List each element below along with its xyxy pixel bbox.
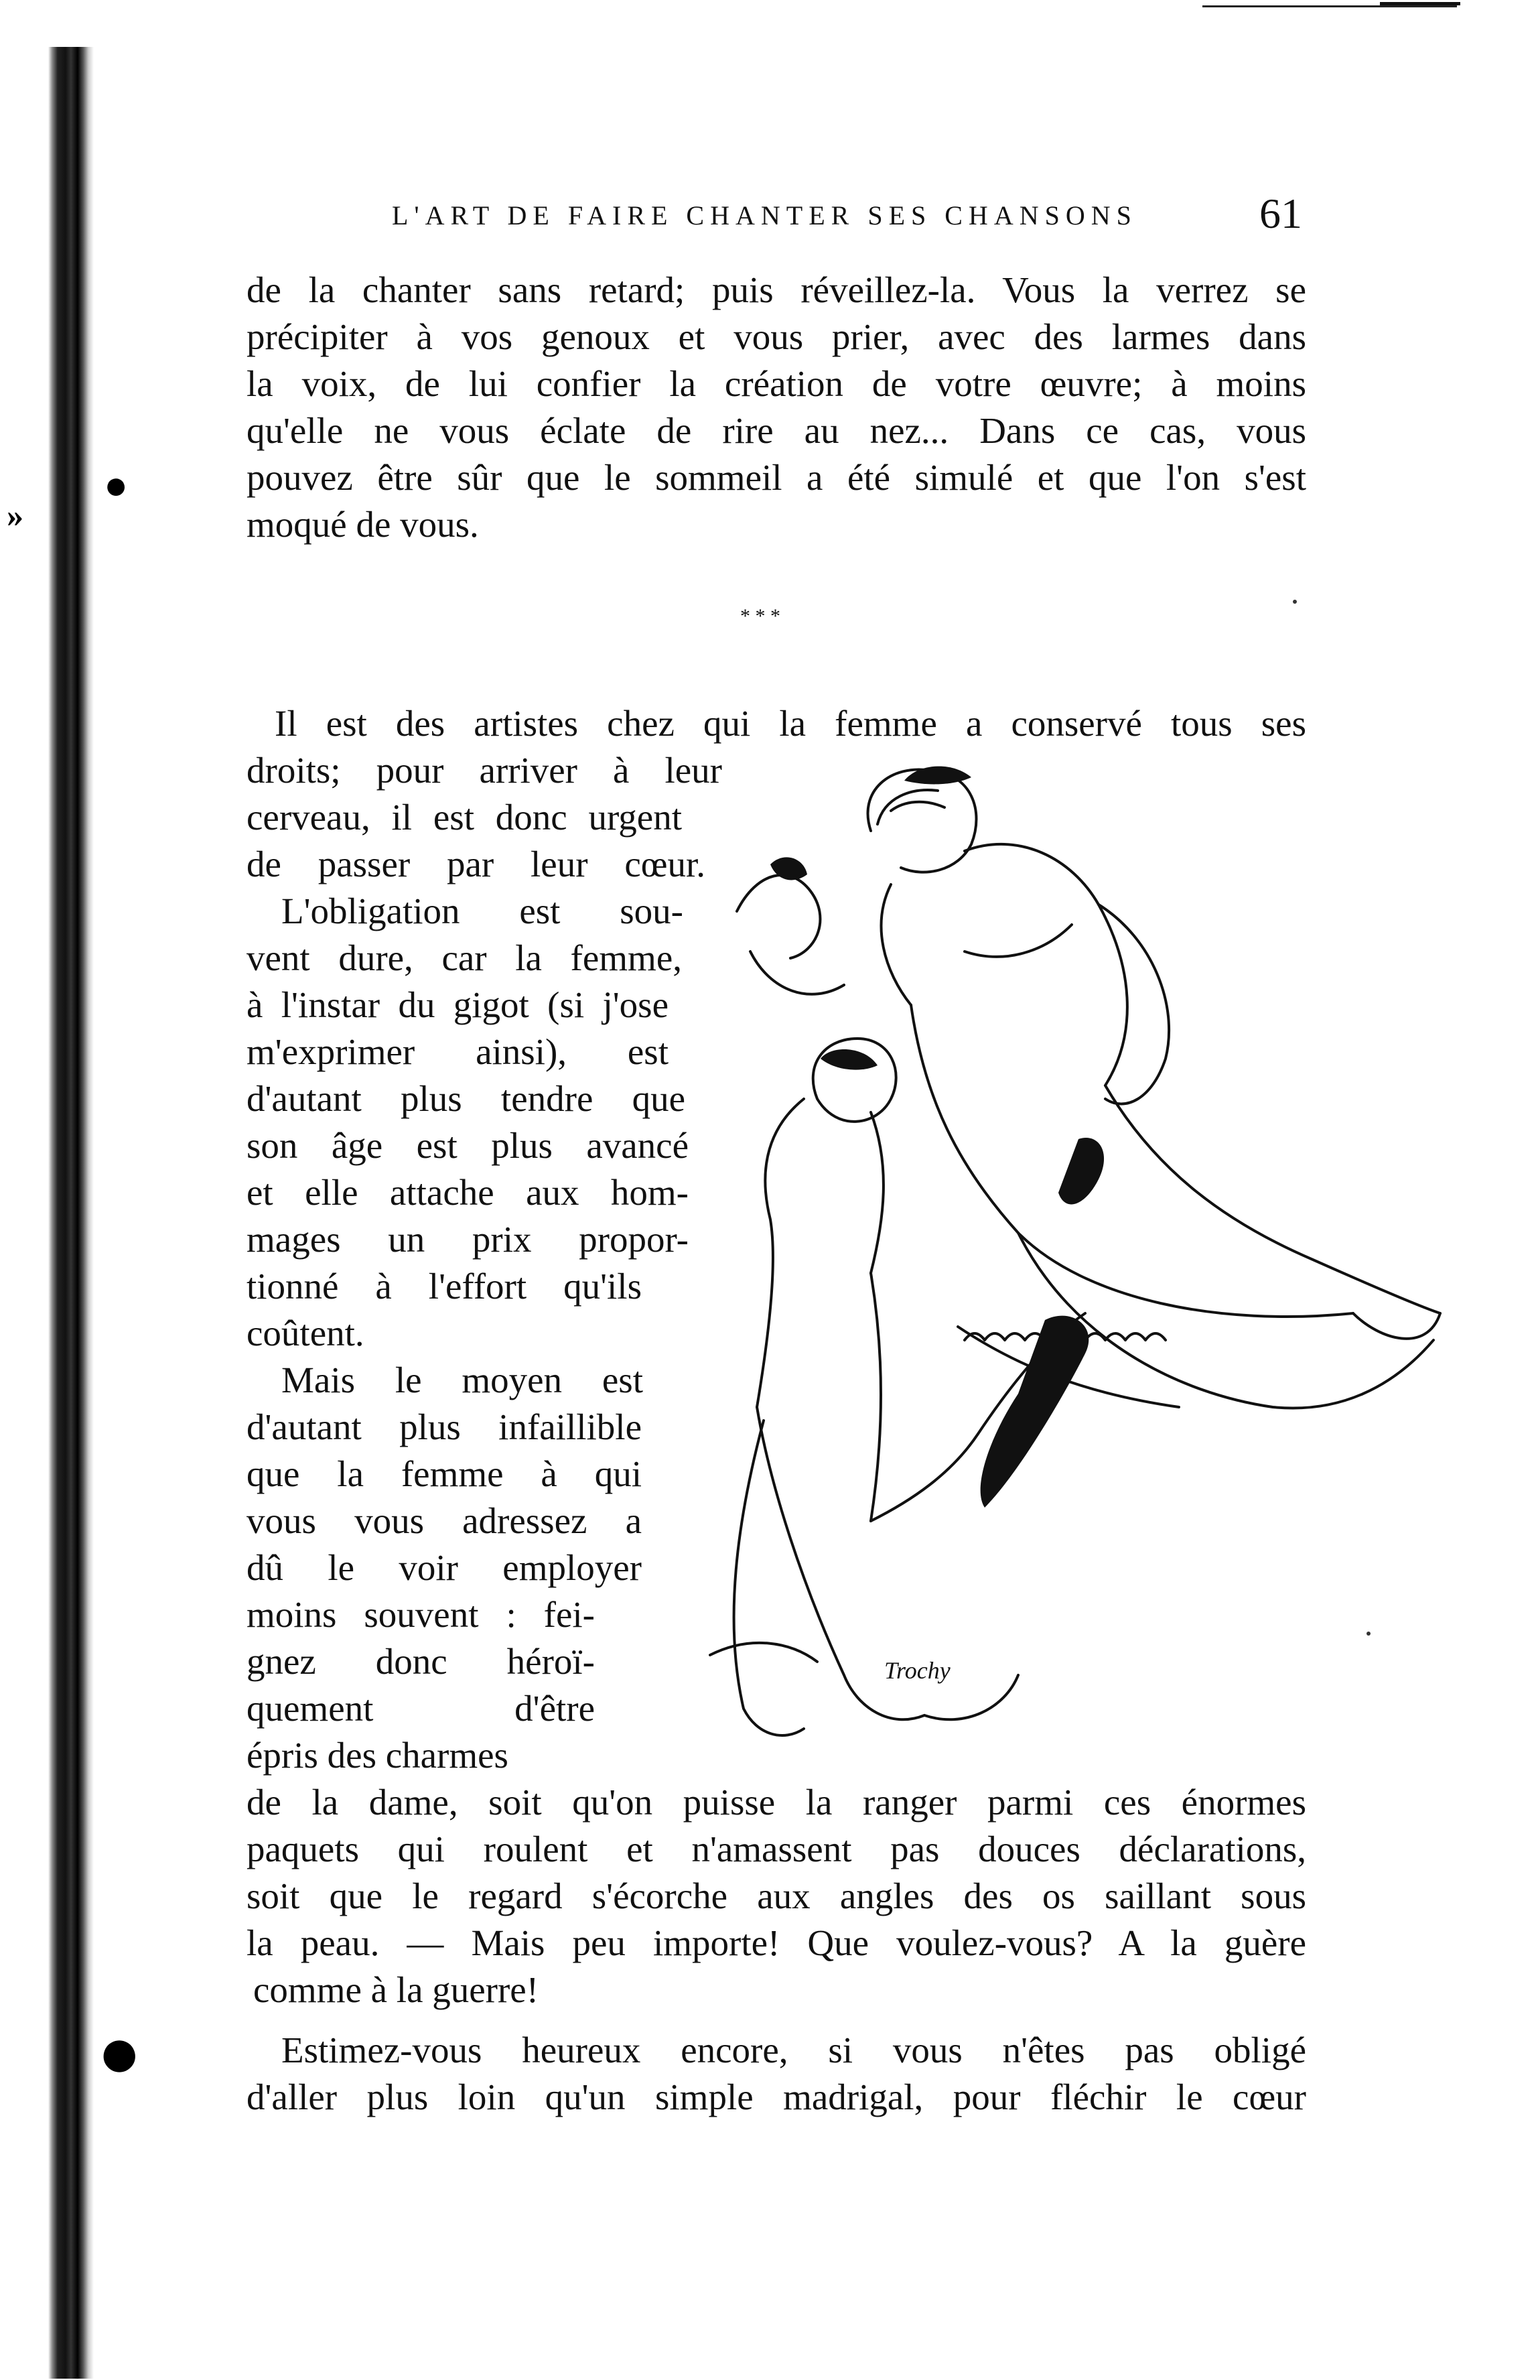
scan-rule xyxy=(1380,2,1460,5)
text-line: m'exprimer ainsi), est xyxy=(247,1031,669,1072)
speck xyxy=(1293,600,1297,604)
text-line: L'obligation est sou- xyxy=(281,890,683,931)
text-line: la peau. — Mais peu importe! Que voulez-vous? A la guère xyxy=(247,1922,1306,1963)
text-line: gnez donc héroï- xyxy=(247,1641,595,1682)
text-line: de passer par leur cœur. xyxy=(247,844,705,884)
text-line: droits; pour arriver à leur xyxy=(247,750,722,791)
text-line: de la dame, soit qu'on puisse la ranger parmi ces énormes xyxy=(247,1782,1306,1823)
text-line: mages un prix propor- xyxy=(247,1219,689,1260)
binding-mark: ● xyxy=(104,463,129,507)
text-line: de la chanter sans retard; puis réveillez-la. Vous la verrez se xyxy=(247,269,1306,310)
text-line: d'aller plus loin qu'un simple madrigal, pour fléchir le cœur xyxy=(247,2076,1306,2117)
text-line: et elle attache aux hom- xyxy=(247,1172,689,1213)
text-line: vous vous adressez a xyxy=(247,1500,642,1541)
text-line: Il est des artistes chez qui la femme a conservé tous ses xyxy=(275,703,1306,744)
text-line: cerveau, il est donc urgent xyxy=(247,797,682,838)
page-number: 61 xyxy=(1259,190,1302,237)
text-line: quement d'être xyxy=(247,1688,595,1729)
text-line: d'autant plus tendre que xyxy=(247,1078,685,1119)
text-line: la voix, de lui confier la création de votre œuvre; à moins xyxy=(247,363,1306,404)
section-ornament: * * * xyxy=(740,605,780,627)
text-line: Mais le moyen est xyxy=(281,1360,643,1400)
text-line: son âge est plus avancé xyxy=(247,1125,689,1166)
scan-rule xyxy=(1202,5,1457,7)
text-line: soit que le regard s'écorche aux angles des os saillant sous xyxy=(247,1875,1306,1916)
text-line: pouvez être sûr que le sommeil a été simulé et que l'on s'est xyxy=(247,457,1306,498)
text-line: à l'instar du gigot (si j'ose xyxy=(247,984,669,1025)
running-title: L'ART DE FAIRE CHANTER SES CHANSONS xyxy=(392,200,1137,230)
text-line: que la femme à qui xyxy=(247,1453,642,1494)
text-line: précipiter à vos genoux et vous prier, avec des larmes dans xyxy=(247,316,1306,357)
text-line: dû le voir employer xyxy=(247,1547,642,1588)
text-line: moins souvent : fei- xyxy=(247,1594,595,1635)
text-line: vent dure, car la femme, xyxy=(247,937,682,978)
book-binding-shadow xyxy=(48,47,94,2379)
binding-mark: » xyxy=(7,497,23,534)
illustrator-signature: Trochy xyxy=(884,1657,951,1684)
text-line: tionné à l'effort qu'ils xyxy=(247,1266,642,1307)
text-line: paquets qui roulent et n'amassent pas douces déclarations, xyxy=(247,1829,1306,1869)
text-line: coûtent. xyxy=(247,1313,364,1353)
text-line: Estimez-vous heureux encore, si vous n'êtes pas obligé xyxy=(281,2030,1306,2070)
text-line: comme à la guerre! xyxy=(253,1969,539,2010)
engraving-illustration xyxy=(670,750,1460,1809)
text-line: d'autant plus infaillible xyxy=(247,1406,642,1447)
binding-mark: ● xyxy=(97,2011,142,2093)
text-line: moqué de vous. xyxy=(247,504,479,545)
text-line: épris des charmes xyxy=(247,1735,508,1776)
text-line: qu'elle ne vous éclate de rire au nez... Dans ce cas, vous xyxy=(247,410,1306,451)
